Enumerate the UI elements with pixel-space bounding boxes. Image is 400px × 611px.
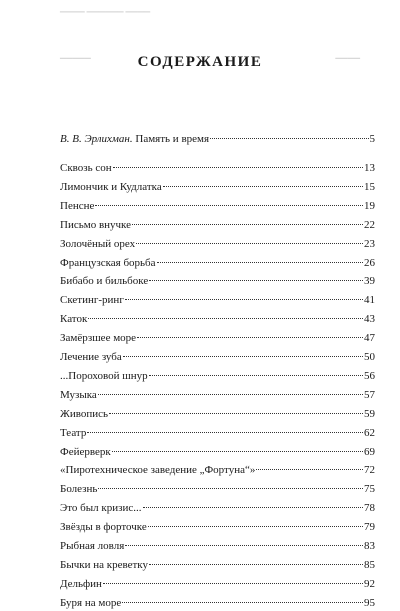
- toc-page-number: 41: [364, 294, 375, 307]
- dot-leader: [112, 451, 363, 452]
- toc-entry: [60, 406, 375, 422]
- toc-entry: [60, 425, 375, 441]
- toc-entry-title: «Пиротехническое заведение „Фортуна“»: [60, 464, 256, 477]
- toc-intro-entry: [60, 131, 375, 147]
- toc-entry: [60, 500, 375, 516]
- toc-entry: [60, 557, 375, 573]
- dot-leader: [157, 262, 363, 263]
- toc-entry-title: Рыбная ловля: [60, 540, 125, 552]
- toc-entry: [60, 198, 375, 214]
- toc-entry: [60, 519, 375, 535]
- toc-entry: [60, 595, 375, 611]
- bleed-through-text: ▔▔▔▔ ▔▔▔▔▔▔ ▔▔▔▔: [60, 12, 151, 21]
- toc-entry-title: Музыка: [60, 388, 97, 401]
- dot-leader: [137, 337, 363, 338]
- toc-entry-title: Фейерверк: [60, 445, 111, 458]
- toc-entry-title: [60, 131, 209, 147]
- toc-entry-title: Лечение зуба: [60, 351, 122, 363]
- dot-leader: [113, 167, 363, 168]
- toc-entry-title: Болезнь: [60, 483, 98, 496]
- toc-entry-title: Французская борьба: [60, 256, 156, 269]
- dot-leader: [103, 583, 363, 584]
- toc-entry-title: Пенсне: [60, 199, 95, 212]
- toc-entry-title: Замёрзшее море: [60, 332, 137, 345]
- toc-page-number: 23: [364, 237, 375, 250]
- toc-page-number: 50: [364, 351, 375, 363]
- toc-intro-title: Память и время: [132, 133, 210, 145]
- toc-entry: [60, 538, 375, 554]
- toc-page-number: 95: [364, 596, 375, 609]
- dot-leader: [256, 469, 363, 470]
- toc-page-number: 43: [364, 313, 375, 326]
- toc-entry-title: Письмо внучке: [60, 218, 132, 231]
- toc-entry-title: Это был кризис...: [60, 502, 142, 515]
- toc-page-number: 15: [364, 180, 375, 193]
- toc-entry: [60, 217, 375, 233]
- dot-leader: [132, 224, 363, 225]
- toc-entry-title: Скетинг-ринг: [60, 294, 124, 307]
- dot-leader: [95, 205, 363, 206]
- toc-entry: [60, 160, 375, 176]
- dot-leader: [122, 602, 363, 603]
- toc-entry: [60, 576, 375, 592]
- toc-entry-title: Золочёный орех: [60, 237, 136, 250]
- toc-entry: [60, 255, 375, 271]
- dot-leader: [149, 564, 363, 565]
- dot-leader: [136, 243, 363, 244]
- toc-entry-title: Звёзды в форточке: [60, 521, 147, 534]
- dot-leader: [163, 186, 363, 187]
- toc-page-number: 72: [364, 464, 375, 477]
- toc-entry-title: Дельфин: [60, 577, 102, 590]
- dot-leader: [210, 138, 368, 139]
- toc-page-number: 22: [364, 218, 375, 231]
- toc-page-number: 69: [364, 445, 375, 458]
- dot-leader: [123, 356, 363, 357]
- toc-entry: [60, 236, 375, 252]
- dot-leader: [98, 488, 363, 489]
- toc-entry: [60, 481, 375, 497]
- bleed-through-text: ▁▁▁▁: [335, 50, 360, 59]
- dot-leader: [87, 432, 363, 433]
- bleed-through-text: ▁▁▁▁▁: [60, 50, 91, 59]
- toc-entry-title: ...Пороховой шнур: [60, 369, 148, 382]
- toc-entry-title: Каток: [60, 313, 88, 326]
- toc-entry-title: Буря на море: [60, 596, 122, 609]
- toc-entry-title: Лимончик и Кудлатка: [60, 180, 162, 193]
- toc-page-number: 13: [364, 162, 375, 174]
- toc-page-number: 57: [364, 388, 375, 401]
- toc-entry: [60, 444, 375, 460]
- toc-entry: [60, 292, 375, 308]
- toc-page-number: 47: [364, 332, 375, 345]
- toc-page-number: 78: [364, 502, 375, 515]
- dot-leader: [125, 545, 363, 546]
- toc-page-number: 19: [364, 199, 375, 212]
- toc-entry: [60, 462, 375, 478]
- toc-page-number: 39: [364, 275, 375, 288]
- dot-leader: [149, 375, 363, 376]
- toc-entry: [60, 311, 375, 327]
- toc-page-number: 26: [364, 256, 375, 269]
- dot-leader: [98, 394, 363, 395]
- toc-entry-title: Бычки на креветку: [60, 558, 148, 571]
- dot-leader: [148, 526, 363, 527]
- toc-intro-author: В. В. Эрлихман.: [60, 133, 133, 145]
- toc-page-number: 62: [364, 426, 375, 439]
- toc-page-number: 83: [364, 540, 375, 552]
- toc-entry: [60, 387, 375, 403]
- dot-leader: [143, 507, 364, 508]
- dot-leader: [109, 413, 363, 414]
- toc-entry-title: Сквозь сон: [60, 162, 112, 174]
- toc-page-number: 59: [364, 407, 375, 420]
- toc-entry-title: Живопись: [60, 407, 109, 420]
- toc-entry: [60, 179, 375, 195]
- toc-entry-title: Бибабо и бильбоке: [60, 275, 149, 288]
- toc-page-number: 56: [364, 369, 375, 382]
- page-title: СОДЕРЖАНИЕ: [137, 54, 263, 70]
- dot-leader: [88, 318, 363, 319]
- dot-leader: [125, 299, 363, 300]
- toc-entry: [60, 330, 375, 346]
- toc-entry: [60, 368, 375, 384]
- toc-entry: [60, 349, 375, 365]
- toc-page-number: 85: [364, 558, 375, 571]
- toc-page-number: 75: [364, 483, 375, 496]
- toc-entry: [60, 273, 375, 289]
- toc-entry-title: Театр: [60, 426, 87, 439]
- toc-page-number: 5: [369, 133, 375, 145]
- toc-page-number: 92: [364, 577, 375, 590]
- toc-page-number: 79: [364, 521, 375, 534]
- dot-leader: [149, 280, 363, 281]
